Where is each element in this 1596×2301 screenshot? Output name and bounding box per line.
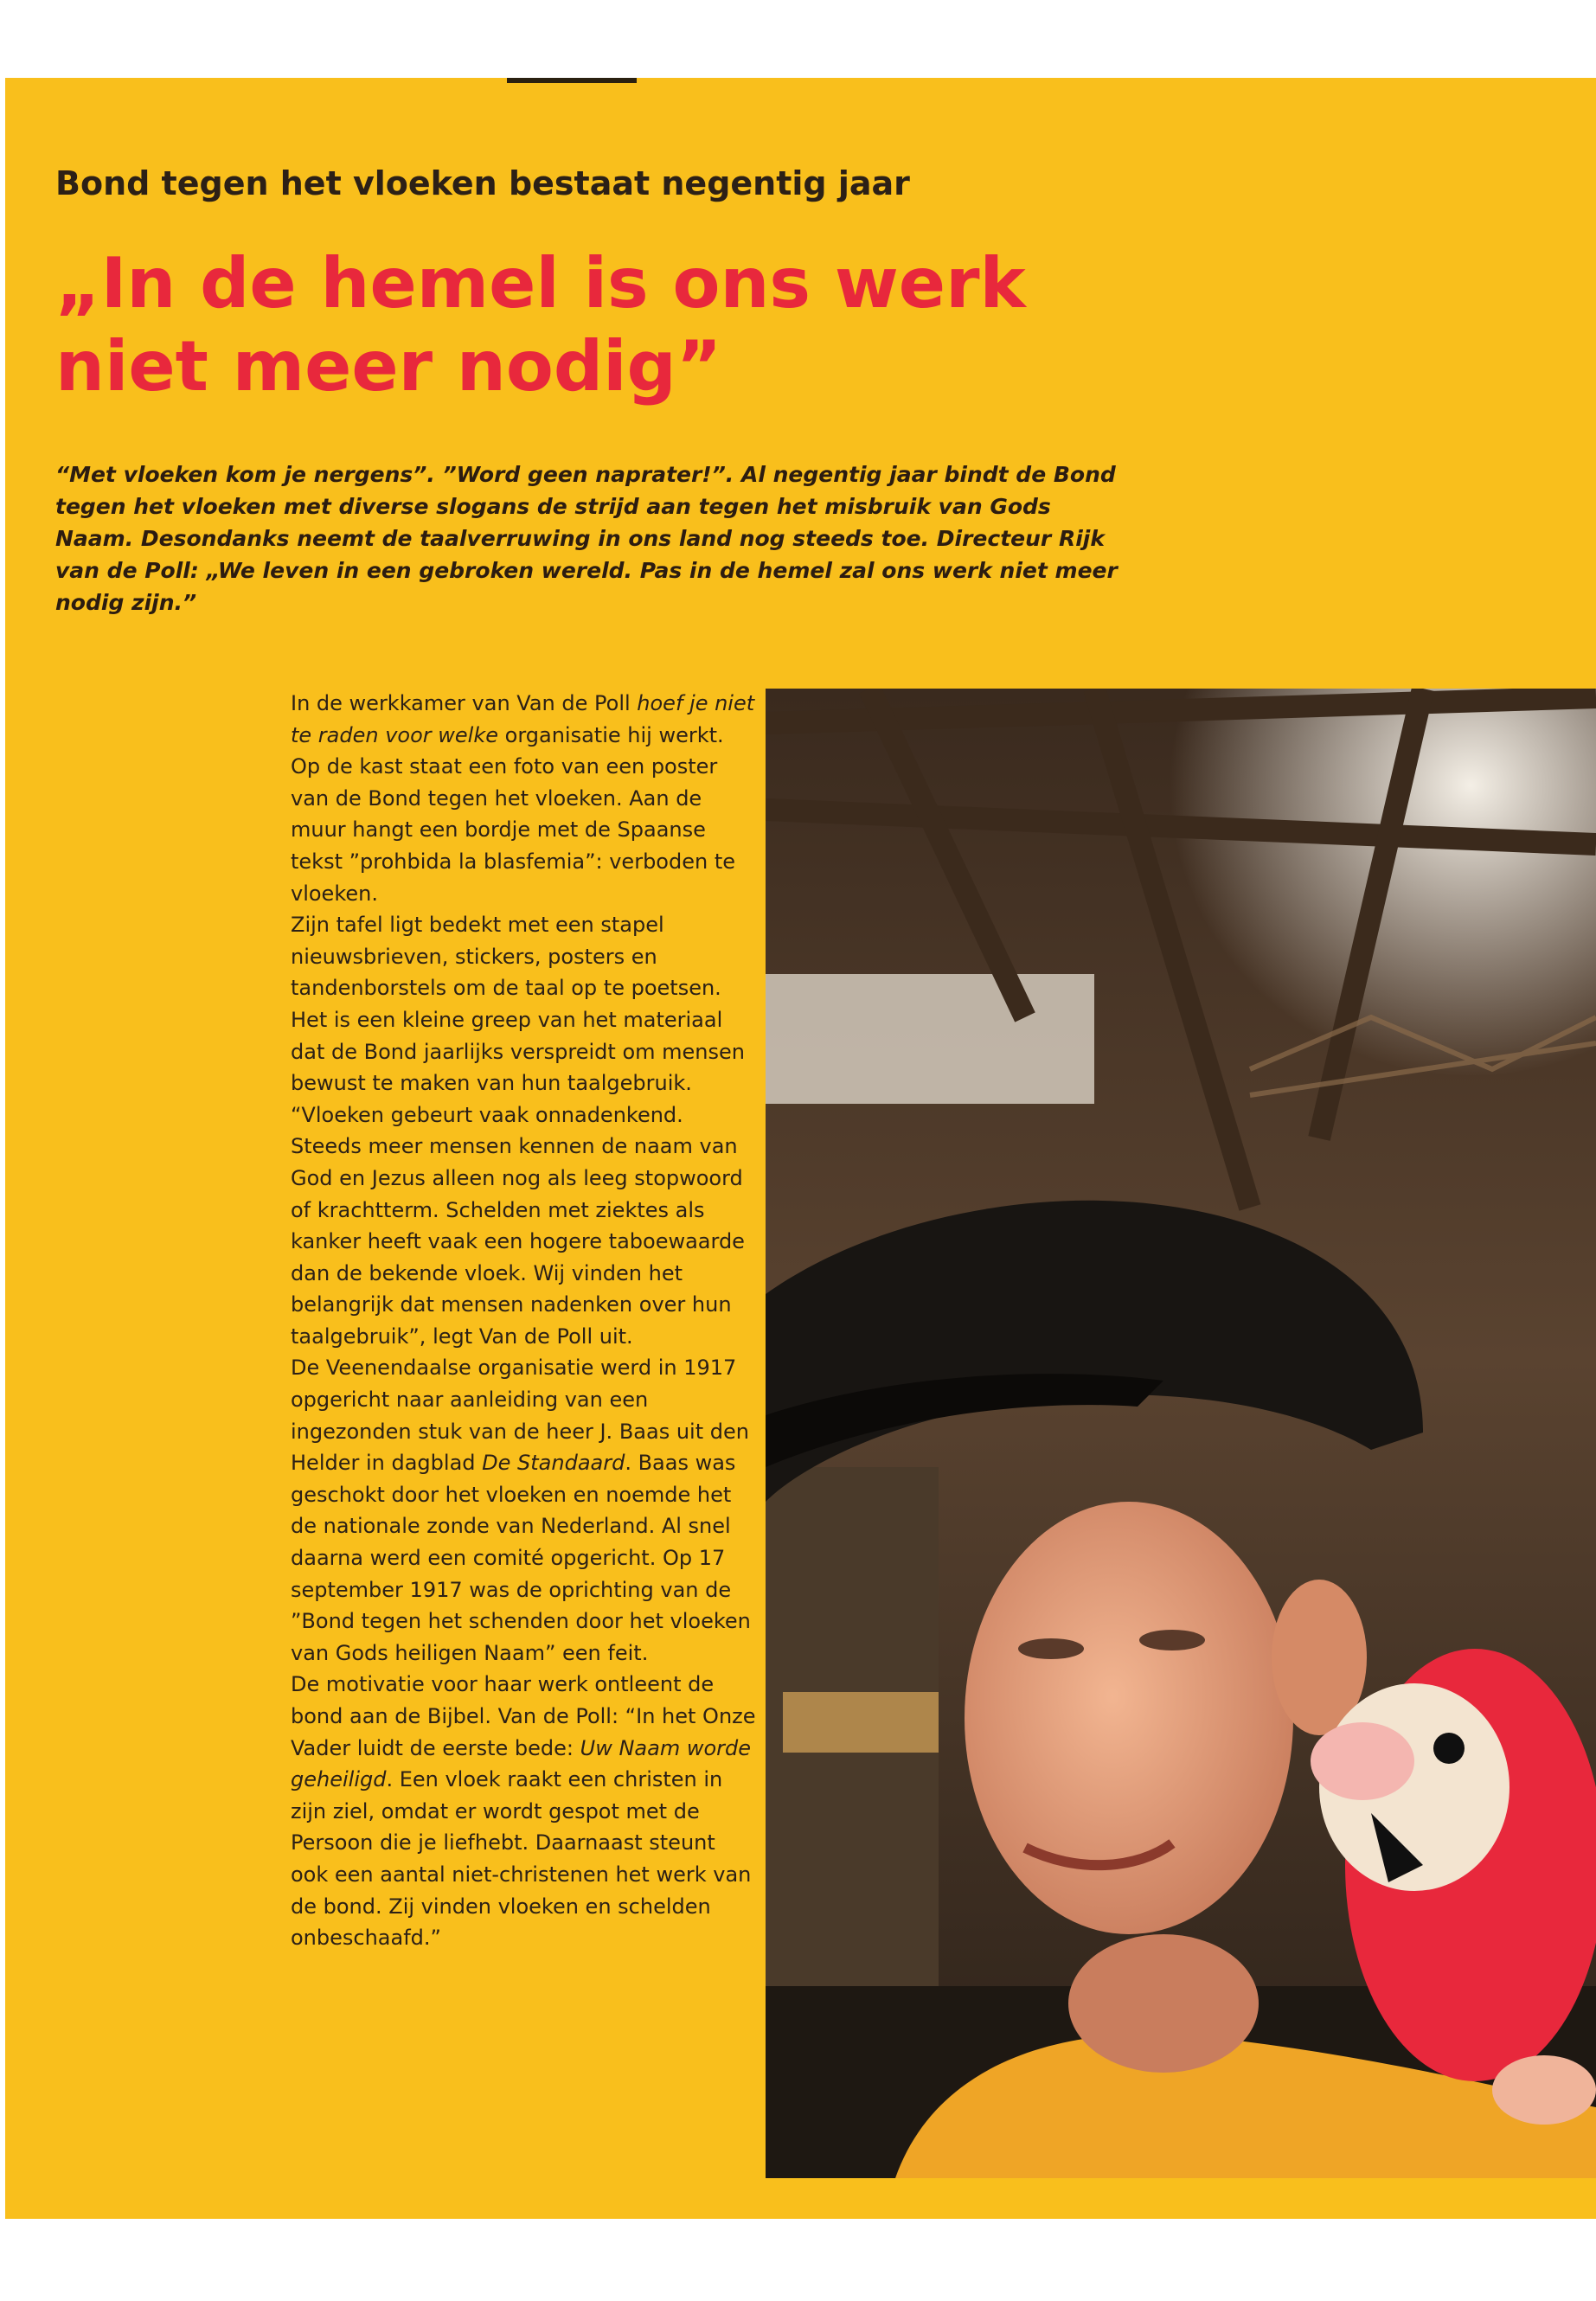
magazine-page — [5, 78, 1596, 2219]
body-p4-text-b: . Een vloek raakt een christen in zijn ziel, omdat er wordt gespot met de Persoon die je liefhebt. Daarnaast steunt ook een aantal niet-christenen het werk van de bond. Zij vinden vloeken en schelden onbeschaafd.” — [291, 1767, 752, 1951]
parrot-beak — [1311, 1722, 1414, 1800]
newspaper-title: De Standaard — [482, 1451, 625, 1476]
body-paragraph-4 — [291, 1669, 756, 1953]
body-p4-text-a: De motivatie voor haar werk ontleent de bond aan de Bijbel. Van de Poll: “In het Onze Vader luidt de eerste bede: — [291, 1672, 756, 1760]
hand-holding-parrot — [1492, 2055, 1596, 2125]
body-p1-text-a: In de werkkamer van Van de Poll — [291, 691, 638, 715]
article-kicker: Bond tegen het vloeken bestaat negentig jaar — [55, 164, 910, 202]
body-p1-italic: hoef je niet te raden voor welke — [291, 691, 755, 747]
headline-line-2: niet meer nodig” — [55, 326, 722, 407]
photo-boy-with-parrot — [766, 689, 1596, 2178]
train-window — [783, 1692, 939, 1753]
boy-face — [965, 1502, 1293, 1934]
article-body — [291, 688, 756, 1954]
body-p1-text-b: organisatie hij werkt. Op de kast staat een foto van een poster van de Bond tegen het vloeken. Aan de muur hangt een bordje met de Spaanse tekst ”prohbida la blasfemia”: verboden te vloeken. — [291, 722, 735, 906]
boy-neck — [1068, 1934, 1259, 2073]
body-p3-text-a: De Veenendaalse organisatie werd in 1917 opgericht naar aanleiding van een ingezonden stuk van de heer J. Baas uit den Helder in dagblad — [291, 1356, 749, 1476]
prayer-quote: Uw Naam worde geheiligd — [291, 1735, 752, 1792]
body-paragraph-1 — [291, 688, 756, 909]
station-window — [766, 974, 1094, 1104]
top-edge-mark — [507, 78, 637, 83]
body-paragraph-2: Zijn tafel ligt bedekt met een stapel nieuwsbrieven, stickers, posters en tandenborstels om de taal op te poetsen. Het is een kleine greep van het materiaal dat de Bond jaarlijks verspreidt om mensen bewust te maken van hun taalgebruik. “Vloeken gebeurt vaak onnadenkend. Steeds meer mensen kennen de naam van God en Jezus alleen nog als leeg stopwoord of krachtterm. Schelden met ziektes als kanker heeft vaak een hogere taboewaarde dan de bekende vloek. Wij vinden het belangrijk dat mensen nadenken over hun taalgebruik”, legt Van de Poll uit. — [291, 913, 745, 1349]
article-lead: “Met vloeken kom je nergens”. ”Word geen naprater!”. Al negentig jaar bindt de Bond tegen het vloeken met diverse slogans de strijd aan tegen het misbruik van Gods Naam. Desondanks neemt de taalverruwing in ons land nog steeds toe. Directeur Rijk van de Poll: „We leven in een gebroken wereld. Pas in de hemel zal ons werk niet meer nodig zijn.” — [55, 462, 1118, 615]
boy-eye-left — [1018, 1638, 1084, 1659]
parrot-eye — [1433, 1733, 1465, 1764]
article-headline — [55, 242, 1180, 408]
body-p3-text-b: . Baas was geschokt door het vloeken en noemde het de nationale zonde van Nederland. Al snel daarna werd een comité opgericht. Op 17 september 1917 was de oprichting van de ”Bond tegen het schenden door het vloeken van Gods heiligen Naam” een feit. — [291, 1451, 751, 1665]
photo-illustration — [766, 689, 1596, 2178]
body-paragraph-3 — [291, 1352, 756, 1669]
boy-eye-right — [1139, 1630, 1205, 1650]
headline-line-1: „In de hemel is ons werk — [55, 243, 1026, 324]
